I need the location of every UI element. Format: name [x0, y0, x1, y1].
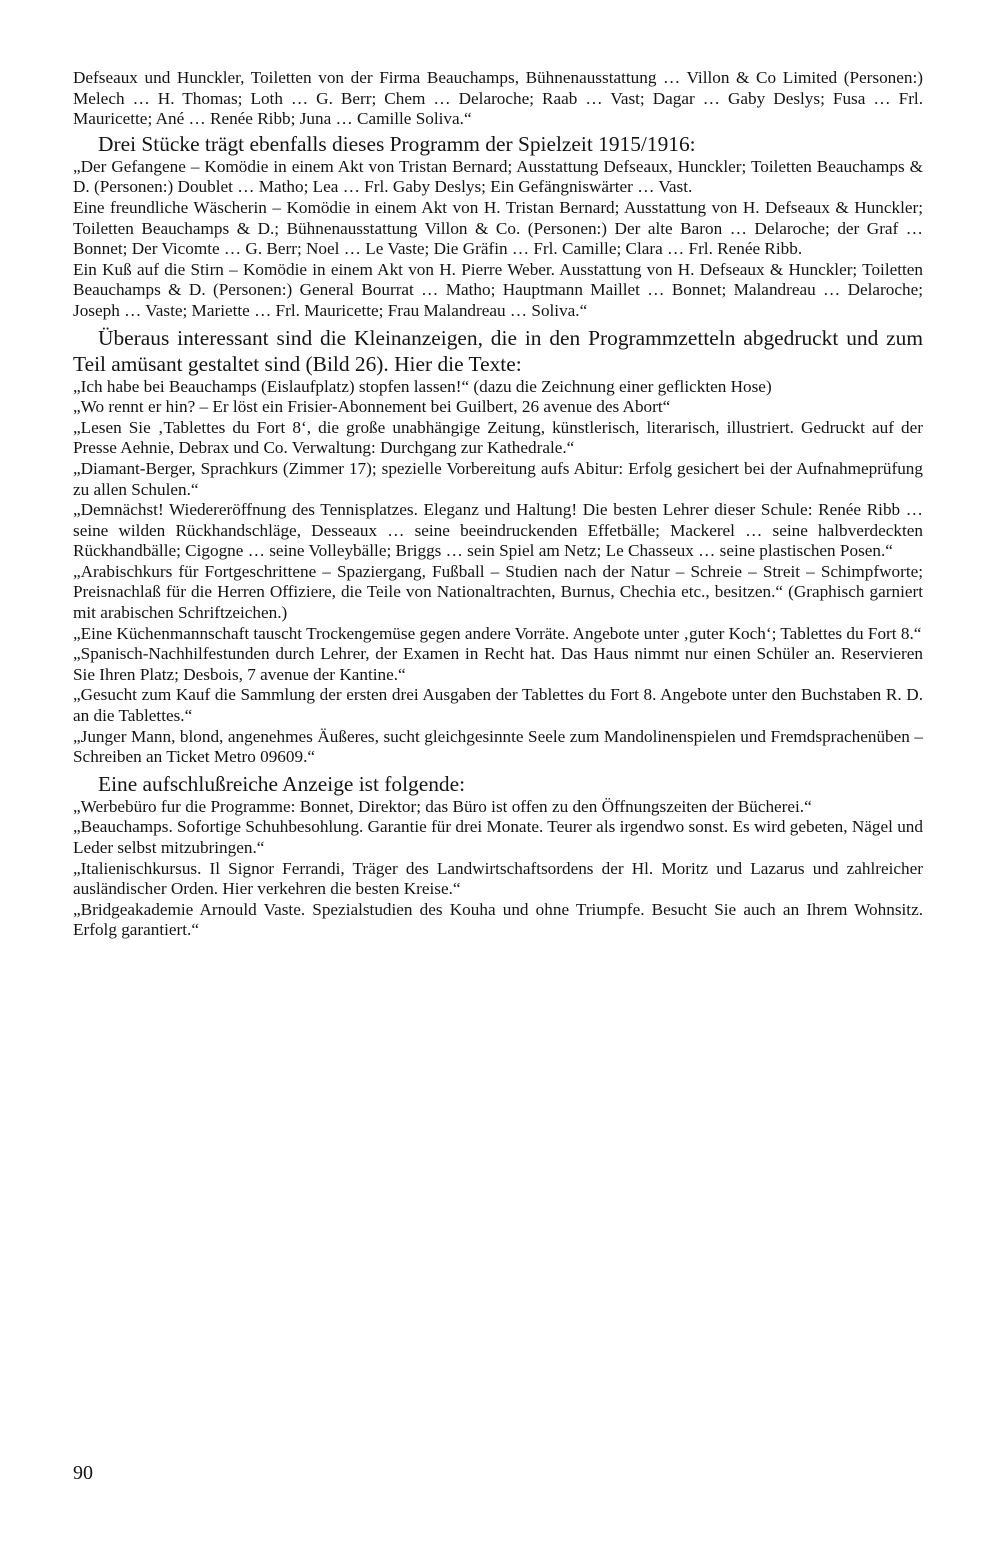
- ad-arabischkurs: „Arabischkurs für Fortgeschrittene – Spaziergang, Fußball – Studien nach der Natur – Schreie – Streit – Schimpfworte; Preisnachlaß für die Herren Offiziere, die Teile von Nationaltrachten, Burnus, Chechia etc., besitzen.“ (Graphisch garniert mit arabischen Schriftzeichen.): [73, 561, 923, 623]
- ad-bridgeakademie: „Bridgeakademie Arnould Vaste. Spezialstudien des Kouha und ohne Triumpfe. Besucht Sie auch an Ihrem Wohnsitz. Erfolg garantiert.“: [73, 899, 923, 940]
- paragraph-der-gefangene: „Der Gefangene – Komödie in einem Akt von Tristan Bernard; Ausstattung Defseaux, Hunckler; Toiletten Beauchamps & D. (Personen:) Doublet … Matho; Lea … Frl. Gaby Deslys; Ein Gefängniswärter … Vast.: [73, 156, 923, 197]
- ad-gesucht-sammlung: „Gesucht zum Kauf die Sammlung der ersten drei Ausgaben der Tablettes du Fort 8. Angebote unter den Buchstaben R. D. an die Tablettes.“: [73, 685, 923, 726]
- ad-diamant-berger: „Diamant-Berger, Sprachkurs (Zimmer 17); spezielle Vorbereitung aufs Abitur: Erfolg gesichert bei der Aufnahmeprüfung zu allen Schulen.“: [73, 458, 923, 499]
- ad-kuechenmannschaft: „Eine Küchenmannschaft tauscht Trockengemüse gegen andere Vorräte. Angebote unter ‚guter Koch‘; Tablettes du Fort 8.“: [73, 623, 922, 643]
- ad-junger-mann: „Junger Mann, blond, angenehmes Äußeres, sucht gleichgesinnte Seele zum Mandolinenspielen und Fremdsprachenüben – Schreiben an Ticket Metro 09609.“: [73, 726, 923, 767]
- paragraph-cast-list: Defseaux und Hunckler, Toiletten von der Firma Beauchamps, Bühnenausstattung … Villon & Co Limited (Personen:) Melech … H. Thomas; Loth … G. Berr; Chem … Delaroche; Raab … Vast; Dagar … Gaby Deslys; Fusa … Frl. Mauricette; Ané … Renée Ribb; Juna … Camille Soliva.“: [73, 68, 923, 129]
- lead-paragraph-aufschlussreiche-anzeige: Eine aufschlußreiche Anzeige ist folgende:: [98, 771, 466, 796]
- ad-beauchamps-eislaufplatz: „Ich habe bei Beauchamps (Eislaufplatz) stopfen lassen!“ (dazu die Zeichnung einer geflickten Hose): [73, 376, 772, 396]
- ad-guilbert-frisier: „Wo rennt er hin? – Er löst ein Frisier-Abonnement bei Guilbert, 26 avenue des Abort“: [73, 397, 671, 417]
- ad-tablettes-du-fort: „Lesen Sie ‚Tablettes du Fort 8‘, die große unabhängige Zeitung, künstlerisch, literarisch, illustriert. Gedruckt auf der Presse Aehnie, Debrax und Co. Verwaltung: Durchgang zur Kathedrale.“: [73, 417, 923, 458]
- lead-paragraph-kleinanzeigen: Überaus interessant sind die Kleinanzeigen, die in den Programmzetteln abgedruckt und zum Teil amüsant gestaltet sind (Bild 26). Hier die Texte:: [73, 325, 923, 376]
- page-number: 90: [73, 1462, 93, 1484]
- lead-paragraph-three-plays: Drei Stücke trägt ebenfalls dieses Programm der Spielzeit 1915/1916:: [98, 131, 696, 156]
- paragraph-waescherin: Eine freundliche Wäscherin – Komödie in einem Akt von H. Tristan Bernard; Ausstattung von H. Defseaux & Hunckler; Toiletten Beauchamps & D.; Bühnenausstattung Villon & Co. (Personen:) Der alte Baron … Delaroche; der Graf … Bonnet; Der Vicomte … G. Berr; Noel … Le Vaste; Die Gräfin … Frl. Camille; Clara … Frl. Renée Ribb.: [73, 197, 923, 259]
- ad-beauchamps-schuhbesohlung: „Beauchamps. Sofortige Schuhbesohlung. Garantie für drei Monate. Teurer als irgendwo sonst. Es wird gebeten, Nägel und Leder selbst mitzubringen.“: [73, 817, 923, 857]
- paragraph-kuss-auf-die-stirn: Ein Kuß auf die Stirn – Komödie in einem Akt von H. Pierre Weber. Ausstattung von H. Defseaux & Hunckler; Toiletten Beauchamps & D. (Personen:) General Bourrat … Matho; Hauptmann Maillet … Bonnet; Malandreau … Delaroche; Joseph … Vaste; Mariette … Frl. Mauricette; Frau Malandreau … Soliva.“: [73, 259, 923, 320]
- ad-spanisch-nachhilfe: „Spanisch-Nachhilfestunden durch Lehrer, der Examen in Recht hat. Das Haus nimmt nur einen Schüler an. Reservieren Sie Ihren Platz; Desbois, 7 avenue der Kantine.“: [73, 644, 923, 684]
- ad-italienischkursus: „Italienischkursus. Il Signor Ferrandi, Träger des Landwirtschaftsordens der Hl. Moritz und Lazarus und zahlreicher ausländischer Orden. Hier verkehren die besten Kreise.“: [73, 858, 923, 899]
- document-page: [73, 68, 923, 941]
- ad-werbebuero: „Werbebüro fur die Programme: Bonnet, Direktor; das Büro ist offen zu den Öffnungszeiten der Bücherei.“: [73, 796, 812, 816]
- ad-tennisplatz: „Demnächst! Wiedereröffnung des Tennisplatzes. Eleganz und Haltung! Die besten Lehrer dieser Schule: Renée Ribb … seine wilden Rückhandschläge, Desseaux … seine beeindruckenden Effetbälle; Mackerel … seine halbverdeckten Rückhandbälle; Cigogne … seine Volleybälle; Briggs … sein Spiel am Netz; Le Chasseux … seine plastischen Posen.“: [73, 500, 923, 561]
